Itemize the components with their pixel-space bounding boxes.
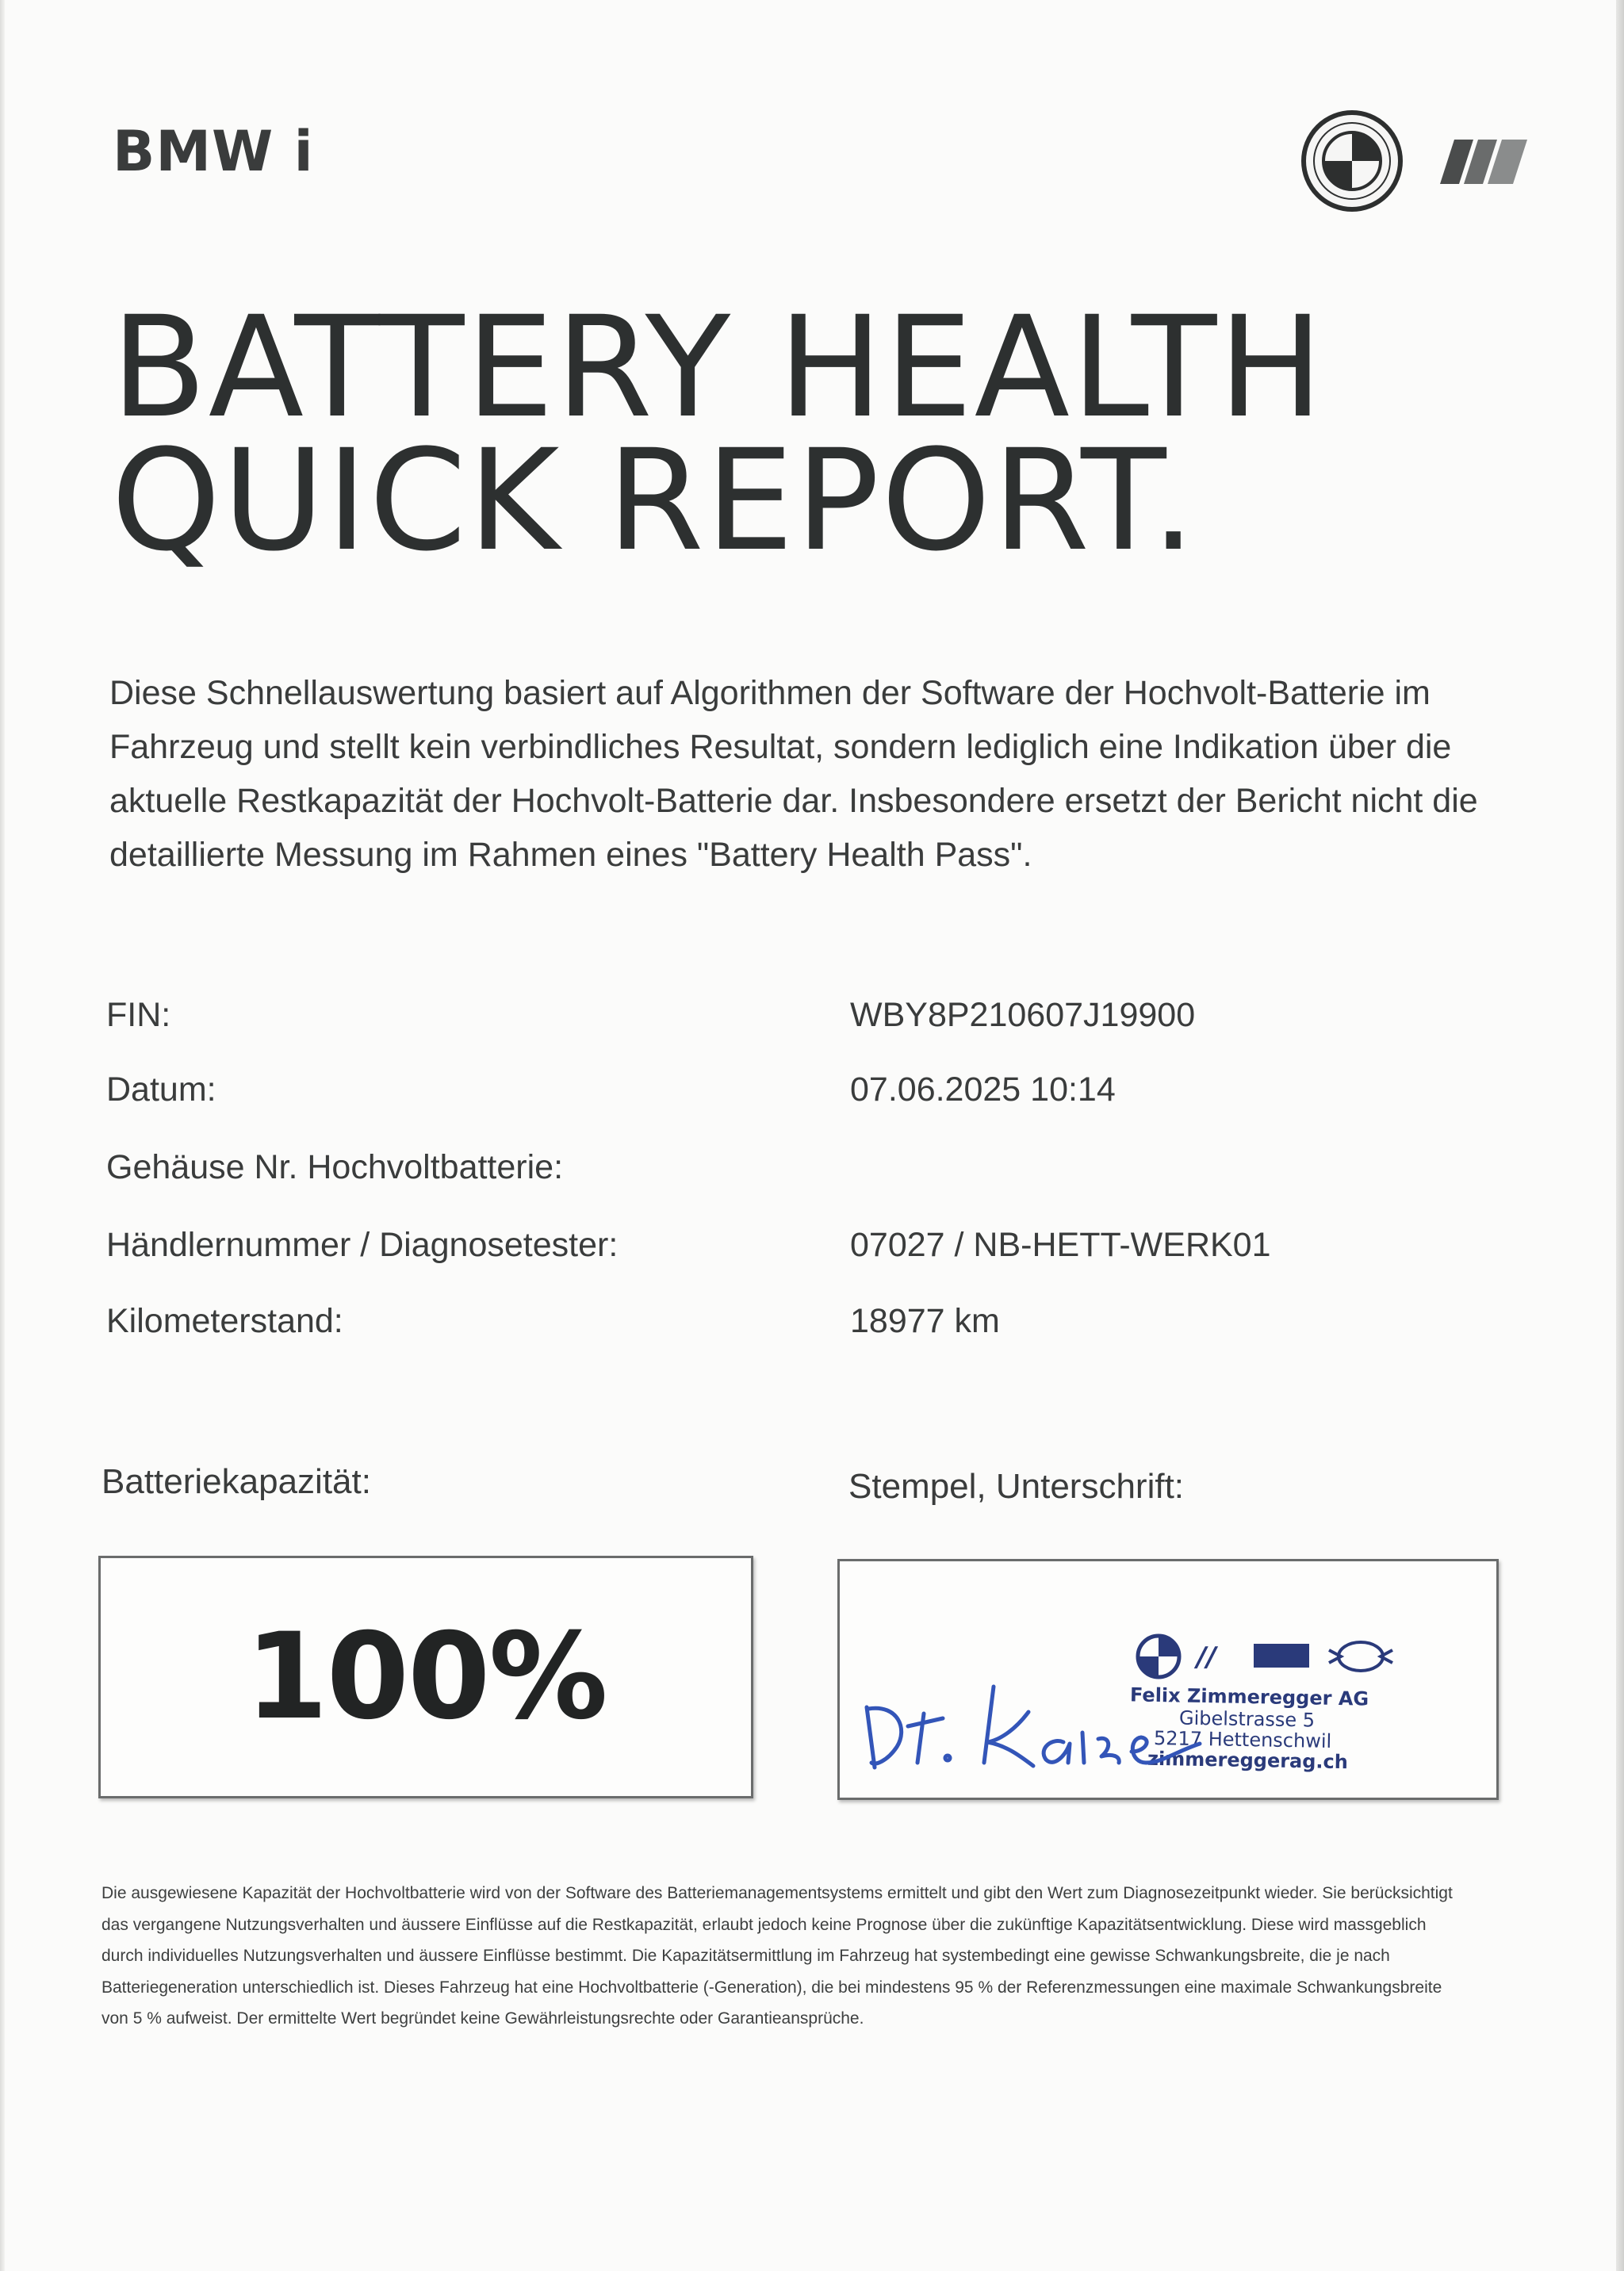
bmw-roundel-icon [1300, 109, 1404, 213]
capacity-value: 100% [245, 1608, 607, 1746]
info-value: WBY8P210607J19900 [850, 996, 1196, 1034]
report-title [111, 286, 1538, 582]
footer-disclaimer: Die ausgewiesene Kapazität der Hochvoltbatterie wird von der Software des Batteriemanagementsystems ermittelt und gibt den Wert zum Diagnosezeitpunkt wieder. Sie berücksichtigt das vergangene Nutzungsverhalten und äussere Einflüsse auf die Restkapazität, erlaubt jedoch keine Prognose über die zukünftige Kapazitätsentwicklung. Diese wird massgeblich durch individuelles Nutzungsverhalten und äussere Einflüsse bestimmt. Die Kapazitätsermittlung im Fahrzeug hat systembedingt eine gewisse Schwankungsbreite, die je nach Batteriegeneration unterschiedlich ist. Dieses Fahrzeug hat eine Hochvoltbatterie (-Generation), die bei mindestens 95 % der Referenzmessungen eine maximale Schwankungsbreite von 5 % aufweist. Der ermittelte Wert begründet keine Gewährleistungsrechte oder Garantieansprüche. [102, 1884, 1453, 2028]
title-line-1: BATTERY HEALTH [111, 286, 1325, 449]
info-row-date [0, 1070, 1624, 1134]
stamp-line: Gibelstrasse 5 [1178, 1706, 1316, 1732]
info-label: Datum: [106, 1070, 216, 1109]
info-label: FIN: [106, 996, 171, 1034]
info-label: Kilometerstand: [106, 1302, 343, 1340]
info-value: 18977 km [850, 1302, 1000, 1340]
info-value: 07.06.2025 10:14 [850, 1070, 1116, 1109]
info-row-battery-housing [0, 1148, 1624, 1212]
info-row-mileage [0, 1302, 1624, 1365]
info-label: Händlernummer / Diagnosetester: [106, 1226, 619, 1264]
intro-paragraph: Diese Schnellauswertung basiert auf Algorithmen der Software der Hochvolt-Batterie im Fahrzeug und stellt kein verbindliches Resultat, sondern lediglich eine Indikation über die aktuelle Restkapazität der Hochvolt-Batterie dar. Insbesondere ersetzt der Bericht nicht die detaillierte Messung im Rahmen eines "Battery Health Pass". [109, 674, 1478, 874]
brand-logo-text: BMW i [113, 119, 314, 184]
stamp-box [837, 1559, 1499, 1800]
page-edge [0, 0, 5, 2271]
m-stripes-icon [1437, 136, 1530, 187]
stamp-line: 5217 Hettenschwil [1153, 1727, 1332, 1752]
capacity-box [98, 1556, 753, 1798]
info-row-dealer [0, 1226, 1624, 1289]
handwritten-signature [851, 1664, 1216, 1783]
info-row-fin [0, 996, 1624, 1059]
stamp-line: Felix Zimmeregger AG [1129, 1683, 1369, 1710]
info-value: 07027 / NB-HETT-WERK01 [850, 1226, 1271, 1264]
title-line-2: QUICK REPORT. [111, 419, 1197, 582]
svg-text:∕∕: ∕∕ [1197, 1641, 1216, 1673]
stamp-line: zimmereggerag.ch [1147, 1747, 1349, 1774]
stamp-label: Stempel, Unterschrift: [848, 1467, 1185, 1506]
page-edge [1616, 0, 1624, 2271]
info-label: Gehäuse Nr. Hochvoltbatterie: [106, 1148, 564, 1186]
capacity-label: Batteriekapazität: [102, 1462, 371, 1501]
